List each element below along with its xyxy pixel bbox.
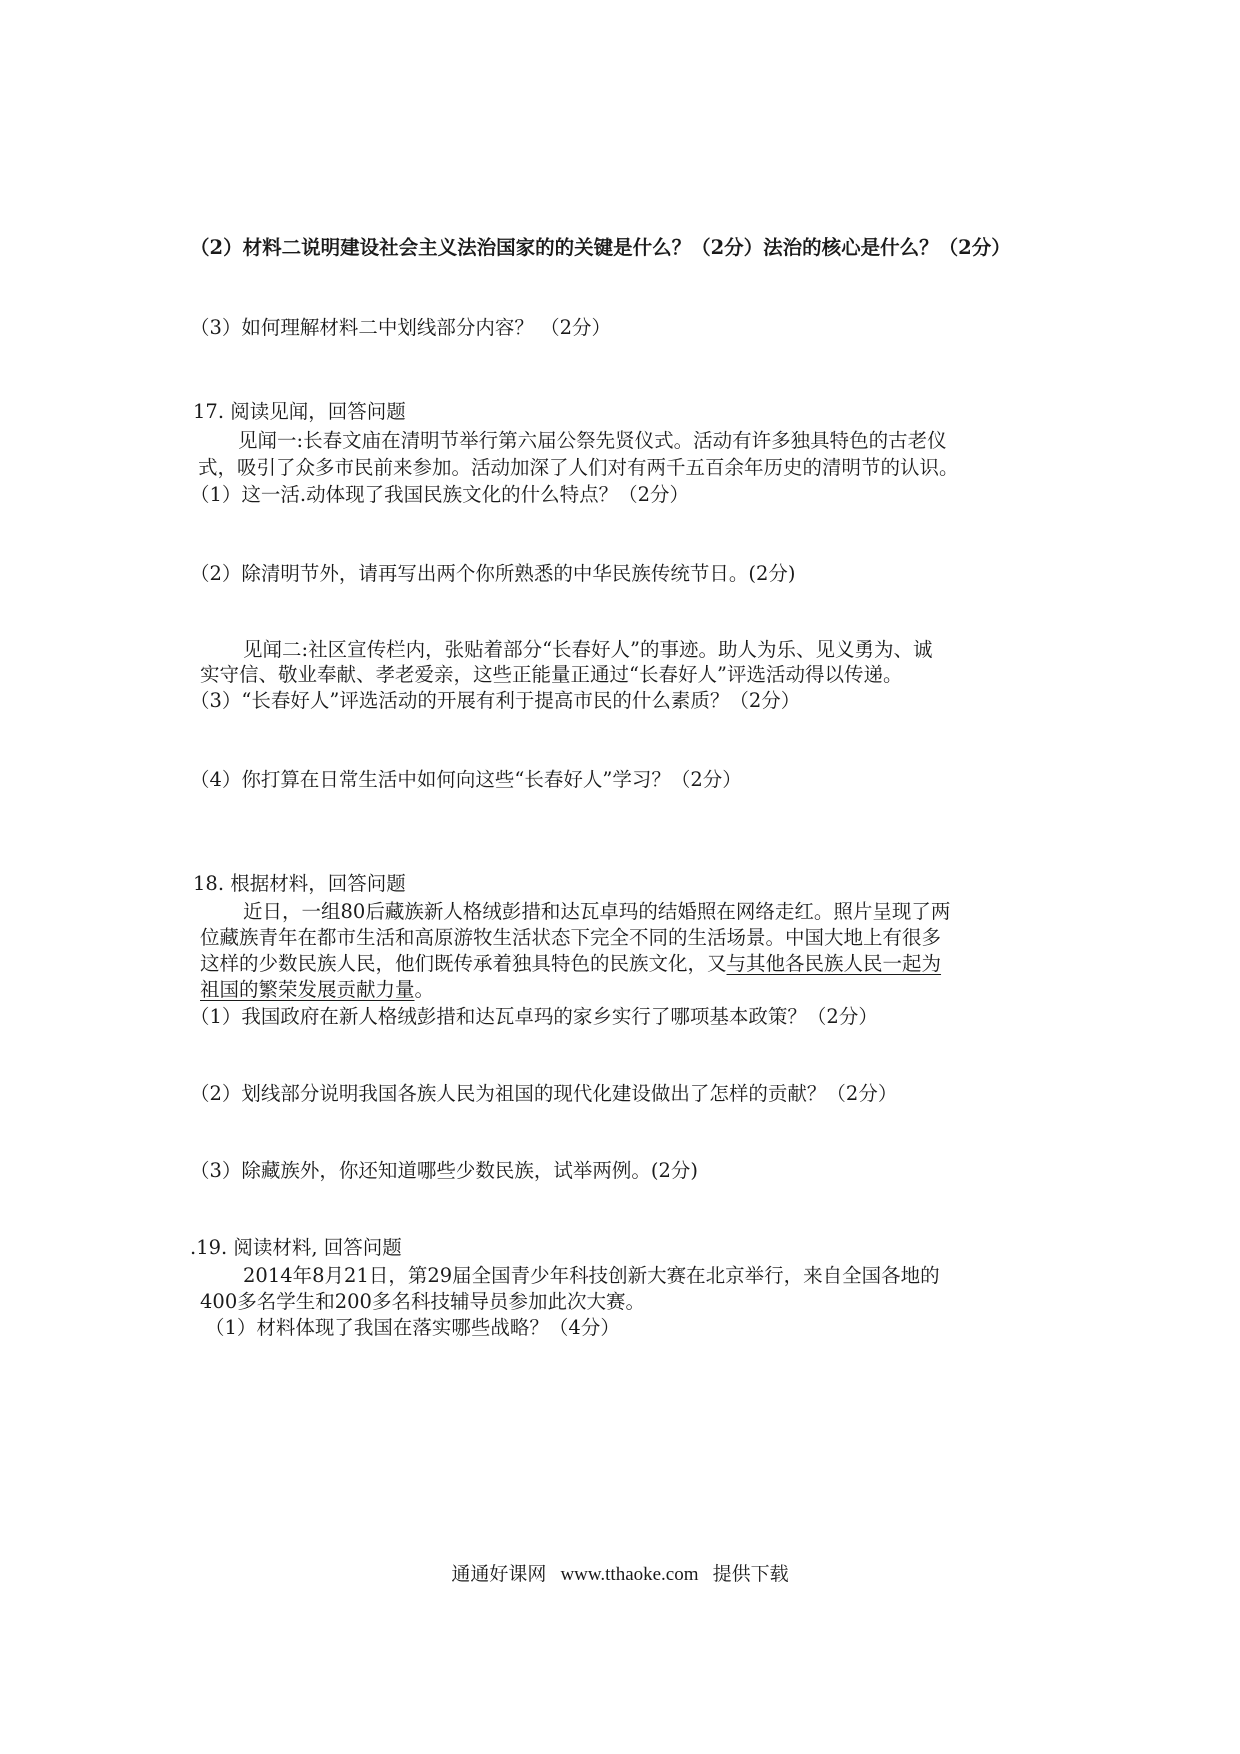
q17-para2-line1: 见闻二:社区宣传栏内，张贴着部分“长春好人”的事迹。助人为乐、见义勇为、诚 xyxy=(243,638,933,661)
q17-sub4: （4）你打算在日常生活中如何向这些“长春好人”学习？（2分） xyxy=(190,768,742,791)
q18-para-line4 xyxy=(200,976,434,1004)
q19-para-line1: 2014年8月21日，第29届全国青少年科技创新大赛在北京举行，来自全国各地的 xyxy=(243,1264,940,1287)
q17-para2-line2: 实守信、敬业奉献、孝老爱亲，这些正能量正通过“长春好人”评选活动得以传递。 xyxy=(200,663,903,686)
q19-sub1: （1）材料体现了我国在落实哪些战略？（4分） xyxy=(205,1316,620,1339)
q19-title: .19. 阅读材料, 回答问题 xyxy=(190,1236,402,1259)
q18-para-line1: 近日，一组80后藏族新人格绒彭措和达瓦卓玛的结婚照在网络走红。照片呈现了两 xyxy=(243,900,951,923)
q16-sub3: （3）如何理解材料二中划线部分内容？ （2分） xyxy=(190,316,612,339)
q18-para-line3 xyxy=(200,950,941,978)
q18-sub1: （1）我国政府在新人格绒彭措和达瓦卓玛的家乡实行了哪项基本政策？（2分） xyxy=(190,1005,878,1028)
q17-sub1: （1）这一活.动体现了我国民族文化的什么特点？（2分） xyxy=(190,483,690,506)
q18-underlined-text-2: 祖国的繁荣发展贡献力量 xyxy=(200,978,415,1001)
q17-para1-line2: 式，吸引了众多市民前来参加。活动加深了人们对有两千五百余年历史的清明节的认识。 xyxy=(198,456,959,479)
q17-para1-line1: 见闻一:长春文庙在清明节举行第六届公祭先贤仪式。活动有许多独具特色的古老仪 xyxy=(238,429,947,452)
q18-para-line3-plain: 这样的少数民族人民，他们既传承着独具特色的民族文化，又 xyxy=(200,952,727,975)
q18-para-line2: 位藏族青年在都市生活和高原游牧生活状态下完全不同的生活场景。中国大地上有很多 xyxy=(200,926,942,949)
q18-para-line4-tail: 。 xyxy=(414,978,435,1001)
q17-title: 17. 阅读见闻，回答问题 xyxy=(193,400,406,423)
q18-underlined-text-1: 与其他各民族人民一起为 xyxy=(726,952,942,975)
q16-sub2: （2）材料二说明建设社会主义法治国家的的关键是什么？（2分）法治的核心是什么？（2分） xyxy=(190,236,1011,259)
q18-sub3: （3）除藏族外，你还知道哪些少数民族，试举两例。(2分) xyxy=(190,1159,699,1182)
footer-suffix: 提供下载 xyxy=(712,1563,789,1585)
q17-sub2: （2）除清明节外，请再写出两个你所熟悉的中华民族传统节日。(2分) xyxy=(190,562,796,585)
q17-sub3: （3）“长春好人”评选活动的开展有利于提高市民的什么素质？（2分） xyxy=(190,689,801,712)
page-footer xyxy=(0,1560,1240,1589)
q18-sub2: （2）划线部分说明我国各族人民为祖国的现代化建设做出了怎样的贡献？（2分） xyxy=(190,1082,898,1105)
footer-site-name: 通通好课网 xyxy=(451,1563,547,1585)
footer-url: www.tthaoke.com xyxy=(560,1564,699,1585)
q19-para-line2: 400多名学生和200多名科技辅导员参加此次大赛。 xyxy=(200,1290,645,1313)
q18-title: 18. 根据材料，回答问题 xyxy=(193,872,406,895)
